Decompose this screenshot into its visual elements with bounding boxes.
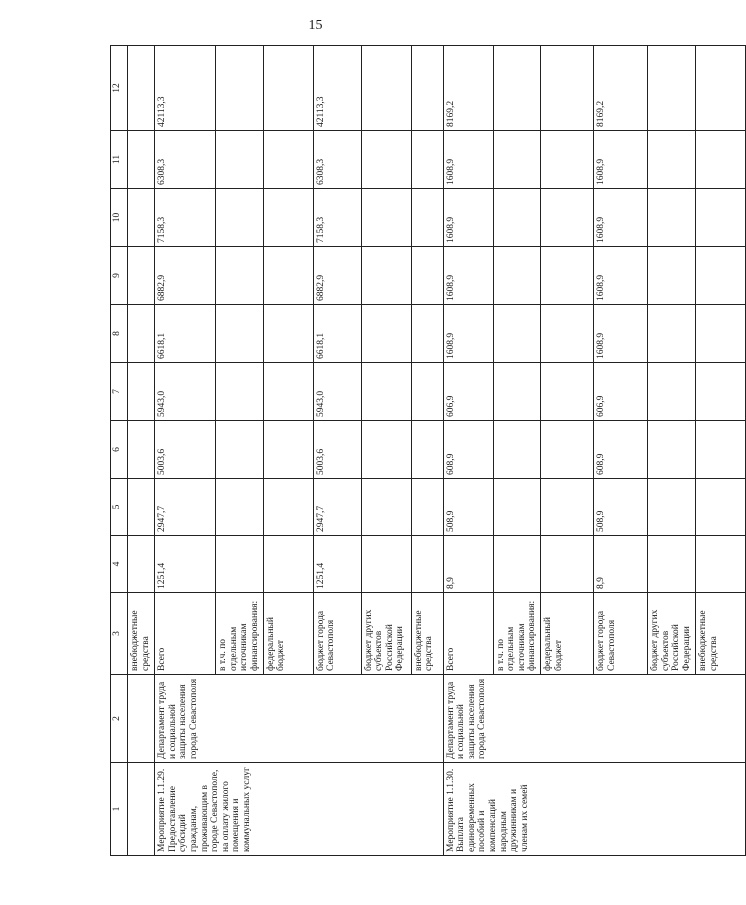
- empty-cell: [128, 189, 155, 247]
- empty-cell: [411, 421, 443, 479]
- empty-cell: [263, 421, 313, 479]
- value-cell: 5003,6: [155, 421, 216, 479]
- source-label: бюджет города Севастополя: [594, 593, 648, 675]
- value-cell: 7158,3: [155, 189, 216, 247]
- empty-cell: [493, 189, 541, 247]
- empty-cell: [263, 363, 313, 421]
- empty-cell: [696, 536, 746, 593]
- empty-cell: [128, 363, 155, 421]
- empty-cell: [128, 46, 155, 131]
- empty-cell: [493, 247, 541, 305]
- empty-cell: [216, 363, 264, 421]
- empty-cell: [361, 247, 411, 305]
- value-cell: 6618,1: [313, 305, 361, 363]
- empty-cell: [696, 479, 746, 536]
- header-col-6: 6: [111, 421, 128, 479]
- empty-cell: [411, 131, 443, 189]
- value-cell: 5943,0: [155, 363, 216, 421]
- empty-cell: [216, 536, 264, 593]
- source-label: Всего: [443, 593, 493, 675]
- empty-cell: [493, 46, 541, 131]
- empty-cell: [411, 536, 443, 593]
- rotated-table-area: [110, 46, 719, 856]
- empty-cell: [128, 247, 155, 305]
- value-cell: 1608,9: [443, 131, 493, 189]
- value-cell: 508,9: [443, 479, 493, 536]
- header-col-2: 2: [111, 675, 128, 763]
- empty-cell: [696, 247, 746, 305]
- empty-cell: [696, 189, 746, 247]
- value-cell: 8169,2: [594, 46, 648, 131]
- value-cell: 606,9: [443, 363, 493, 421]
- value-cell: 1608,9: [443, 189, 493, 247]
- empty-cell: [648, 305, 696, 363]
- table-row: [443, 46, 493, 856]
- empty-cell: [648, 46, 696, 131]
- empty-cell: [361, 363, 411, 421]
- source-label: в т.ч. по отдельным источникам финансирования:: [216, 593, 264, 675]
- empty-cell: [493, 479, 541, 536]
- empty-cell: [411, 247, 443, 305]
- value-cell: 1251,4: [313, 536, 361, 593]
- empty-cell: [128, 305, 155, 363]
- empty-cell: [648, 247, 696, 305]
- value-cell: 6618,1: [155, 305, 216, 363]
- empty-cell: [361, 305, 411, 363]
- value-cell: 6308,3: [155, 131, 216, 189]
- empty-cell: [128, 421, 155, 479]
- empty-cell: [216, 189, 264, 247]
- empty-cell: [216, 46, 264, 131]
- header-col-1: 1: [111, 763, 128, 856]
- value-cell: 608,9: [443, 421, 493, 479]
- empty-cell: [361, 421, 411, 479]
- measure-1-1-30-executor: Департамент труда и социальной защиты населения города Севастополя: [443, 675, 746, 763]
- empty-cell: [361, 189, 411, 247]
- empty-cell: [361, 479, 411, 536]
- empty-cell: [411, 305, 443, 363]
- empty-cell: [541, 131, 594, 189]
- header-col-10: 10: [111, 189, 128, 247]
- header-col-9: 9: [111, 247, 128, 305]
- empty-cell: [541, 421, 594, 479]
- empty-cell: [648, 189, 696, 247]
- value-cell: 42113,3: [313, 46, 361, 131]
- source-label: федеральный бюджет: [263, 593, 313, 675]
- empty-cell: [696, 305, 746, 363]
- empty-cell: [648, 536, 696, 593]
- empty-cell: [493, 536, 541, 593]
- measure-1-1-29-name: Мероприятие 1.1.29. Предоставление субсидий гражданам, проживающим в городе Севастополе, на оплату жилого помещения и коммунальных услуг: [155, 763, 444, 856]
- source-label: федеральный бюджет: [541, 593, 594, 675]
- value-cell: 1608,9: [594, 189, 648, 247]
- value-cell: 1251,4: [155, 536, 216, 593]
- empty-cell: [361, 46, 411, 131]
- empty-cell: [263, 189, 313, 247]
- empty-cell: [541, 479, 594, 536]
- empty-cell: [263, 247, 313, 305]
- empty-cell: [263, 305, 313, 363]
- value-cell: 2947,7: [155, 479, 216, 536]
- table-row: [128, 46, 155, 856]
- source-label: бюджет других субъектов Российской Федерации: [648, 593, 696, 675]
- value-cell: 1608,9: [443, 305, 493, 363]
- empty-cell: [361, 536, 411, 593]
- source-label: внебюджетные средства: [696, 593, 746, 675]
- empty-cell: [128, 763, 155, 856]
- value-cell: 608,9: [594, 421, 648, 479]
- header-col-3: 3: [111, 593, 128, 675]
- empty-cell: [128, 675, 155, 763]
- empty-cell: [263, 46, 313, 131]
- empty-cell: [541, 305, 594, 363]
- empty-cell: [263, 536, 313, 593]
- value-cell: 1608,9: [594, 131, 648, 189]
- value-cell: 7158,3: [313, 189, 361, 247]
- empty-cell: [263, 479, 313, 536]
- empty-cell: [696, 46, 746, 131]
- value-cell: 2947,7: [313, 479, 361, 536]
- empty-cell: [216, 247, 264, 305]
- empty-cell: [493, 421, 541, 479]
- header-col-8: 8: [111, 305, 128, 363]
- header-row: [111, 46, 128, 856]
- header-col-12: 12: [111, 46, 128, 131]
- empty-cell: [216, 131, 264, 189]
- empty-cell: [411, 189, 443, 247]
- value-cell: 1608,9: [594, 247, 648, 305]
- empty-cell: [128, 479, 155, 536]
- source-label: бюджет города Севастополя: [313, 593, 361, 675]
- value-cell: 42113,3: [155, 46, 216, 131]
- empty-cell: [411, 363, 443, 421]
- header-col-7: 7: [111, 363, 128, 421]
- empty-cell: [541, 536, 594, 593]
- empty-cell: [696, 421, 746, 479]
- value-cell: 1608,9: [594, 305, 648, 363]
- header-col-11: 11: [111, 131, 128, 189]
- empty-cell: [696, 131, 746, 189]
- source-label: бюджет других субъектов Российской Федерации: [361, 593, 411, 675]
- empty-cell: [361, 131, 411, 189]
- empty-cell: [493, 305, 541, 363]
- empty-cell: [493, 131, 541, 189]
- empty-cell: [648, 363, 696, 421]
- empty-cell: [541, 363, 594, 421]
- value-cell: 6882,9: [313, 247, 361, 305]
- empty-cell: [216, 421, 264, 479]
- header-col-4: 4: [111, 536, 128, 593]
- page-number: 15: [308, 18, 323, 33]
- header-col-5: 5: [111, 479, 128, 536]
- empty-cell: [541, 189, 594, 247]
- empty-cell: [648, 421, 696, 479]
- empty-cell: [263, 131, 313, 189]
- empty-cell: [493, 363, 541, 421]
- value-cell: 508,9: [594, 479, 648, 536]
- value-cell: 8,9: [594, 536, 648, 593]
- value-cell: 8,9: [443, 536, 493, 593]
- value-cell: 5003,6: [313, 421, 361, 479]
- empty-cell: [411, 46, 443, 131]
- value-cell: 6882,9: [155, 247, 216, 305]
- empty-cell: [128, 536, 155, 593]
- empty-cell: [411, 479, 443, 536]
- empty-cell: [648, 479, 696, 536]
- value-cell: 8169,2: [443, 46, 493, 131]
- measure-1-1-29-executor: Департамент труда и социальной защиты населения города Севастополя: [155, 675, 444, 763]
- source-label: Всего: [155, 593, 216, 675]
- value-cell: 5943,0: [313, 363, 361, 421]
- empty-cell: [216, 479, 264, 536]
- value-cell: 606,9: [594, 363, 648, 421]
- table-row: [155, 46, 216, 856]
- measure-1-1-30-name: Мероприятие 1.1.30. Выплата единовременных пособий и компенсаций народным дружинникам и членам их семей: [443, 763, 746, 856]
- source-label: внебюджетные средства: [128, 593, 155, 675]
- empty-cell: [541, 247, 594, 305]
- financing-table: [110, 45, 746, 856]
- value-cell: 6308,3: [313, 131, 361, 189]
- empty-cell: [541, 46, 594, 131]
- source-label: в т.ч. по отдельным источникам финансирования:: [493, 593, 541, 675]
- value-cell: 1608,9: [443, 247, 493, 305]
- empty-cell: [696, 363, 746, 421]
- empty-cell: [648, 131, 696, 189]
- source-label: внебюджетные средства: [411, 593, 443, 675]
- empty-cell: [128, 131, 155, 189]
- empty-cell: [216, 305, 264, 363]
